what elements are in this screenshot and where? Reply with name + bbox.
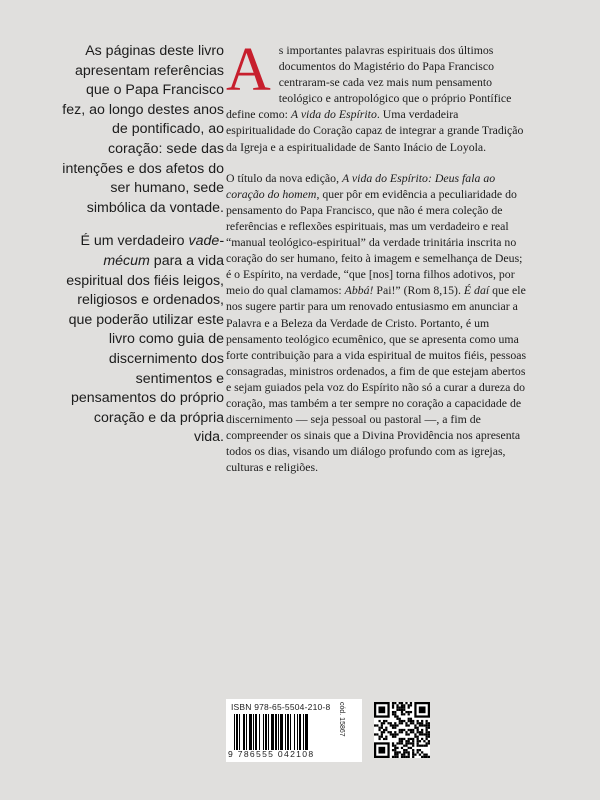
- body-start: O título da nova edição,: [226, 170, 342, 185]
- body-paragraph: [226, 170, 528, 476]
- intro-text: s importantes palavras espirituais dos últimos documentos do Magistério do Papa Francisco centraram-se cada vez mais num pensamento teológico e antropológico que o próprio Pontífice define como:: [226, 43, 512, 122]
- intro-italic: A vida do Espírito: [290, 107, 377, 122]
- summary-paragraph-1: As páginas deste livro apresentam referências que o Papa Francisco fez, ao longo destes anos de pontificado, ao coração: sede das intenções e dos afetos do ser humano, sede simbólica da vontade.: [62, 43, 224, 216]
- body-mid: , quer pôr em evidência a peculiaridade do pensamento do Papa Francisco, que não é mera coleção de referências e reflexões espirituais, mas um verdadeiro e real “manual teológico-espiritual” da verdade trinitária inscrita no coração do ser humano, feito à imagem e semelhança de Deus; é o Espírito, na verdade, “que [nos] torna filhos adotivos, por meio do qual clamamos:: [226, 186, 523, 298]
- summary-p2-start: É um verdadeiro: [80, 233, 189, 250]
- body-edai-italic: É daí: [463, 283, 490, 298]
- isbn-barcode: [226, 699, 362, 762]
- body-end: que ele nos sugere partir para um renovado entusiasmo em anunciar a Palavra e a Beleza da Verdade de Cristo. Portanto, é um pensamento teológico ecumênico, que se apresenta como uma forte contribuição para a vida espiritual de muitos fiéis, pessoas consagradas, ministros ordenados, a fim de que estejam abertos e sejam guiados pela voz do Espírito não só a curar a dureza do coração, mas também a ter sempre no coração a capacidade de discernimento — seja pessoal ou pastoral —, a fim de compreender os sinais que a Divina Providência nos apresenta todos os dias, visando um diálogo profundo com as igrejas, culturas e religiões.: [226, 283, 527, 475]
- qr-code-graphic: [374, 702, 430, 758]
- product-code: cód. 15867: [338, 702, 345, 737]
- isbn-label: ISBN 978-65-5504-210-8: [231, 702, 331, 712]
- drop-cap: A: [226, 36, 271, 104]
- qr-code: [374, 702, 430, 758]
- body-title-italic: A vida do Espírito: Deus fala ao coração do homem: [226, 170, 496, 201]
- intro-paragraph: [226, 36, 528, 155]
- summary-p2-italic: vade-mécum: [103, 233, 224, 269]
- back-cover-description: [226, 36, 528, 490]
- summary-paragraph-2: [62, 232, 224, 448]
- summary-p2-end: para a vida espiritual dos fiéis leigos, religiosos e ordenados, que poderão utilizar este livro como guia de discernimento dos sentimentos e pensamentos do próprio coração e da própria vida.: [66, 252, 224, 446]
- barcode-bars: [234, 714, 334, 750]
- back-cover-summary: [62, 42, 224, 462]
- barcode-digits: 9 786555 042108: [228, 749, 315, 759]
- body-abba-italic: Abbá!: [344, 283, 374, 298]
- intro-end: . Uma verdadeira espiritualidade do Coração capaz de integrar a grande Tradição da Igreja e a espiritualidade de Santo Inácio de Loyola.: [226, 107, 524, 154]
- body-after-abba: Pai!” (Rom 8,15).: [373, 283, 464, 298]
